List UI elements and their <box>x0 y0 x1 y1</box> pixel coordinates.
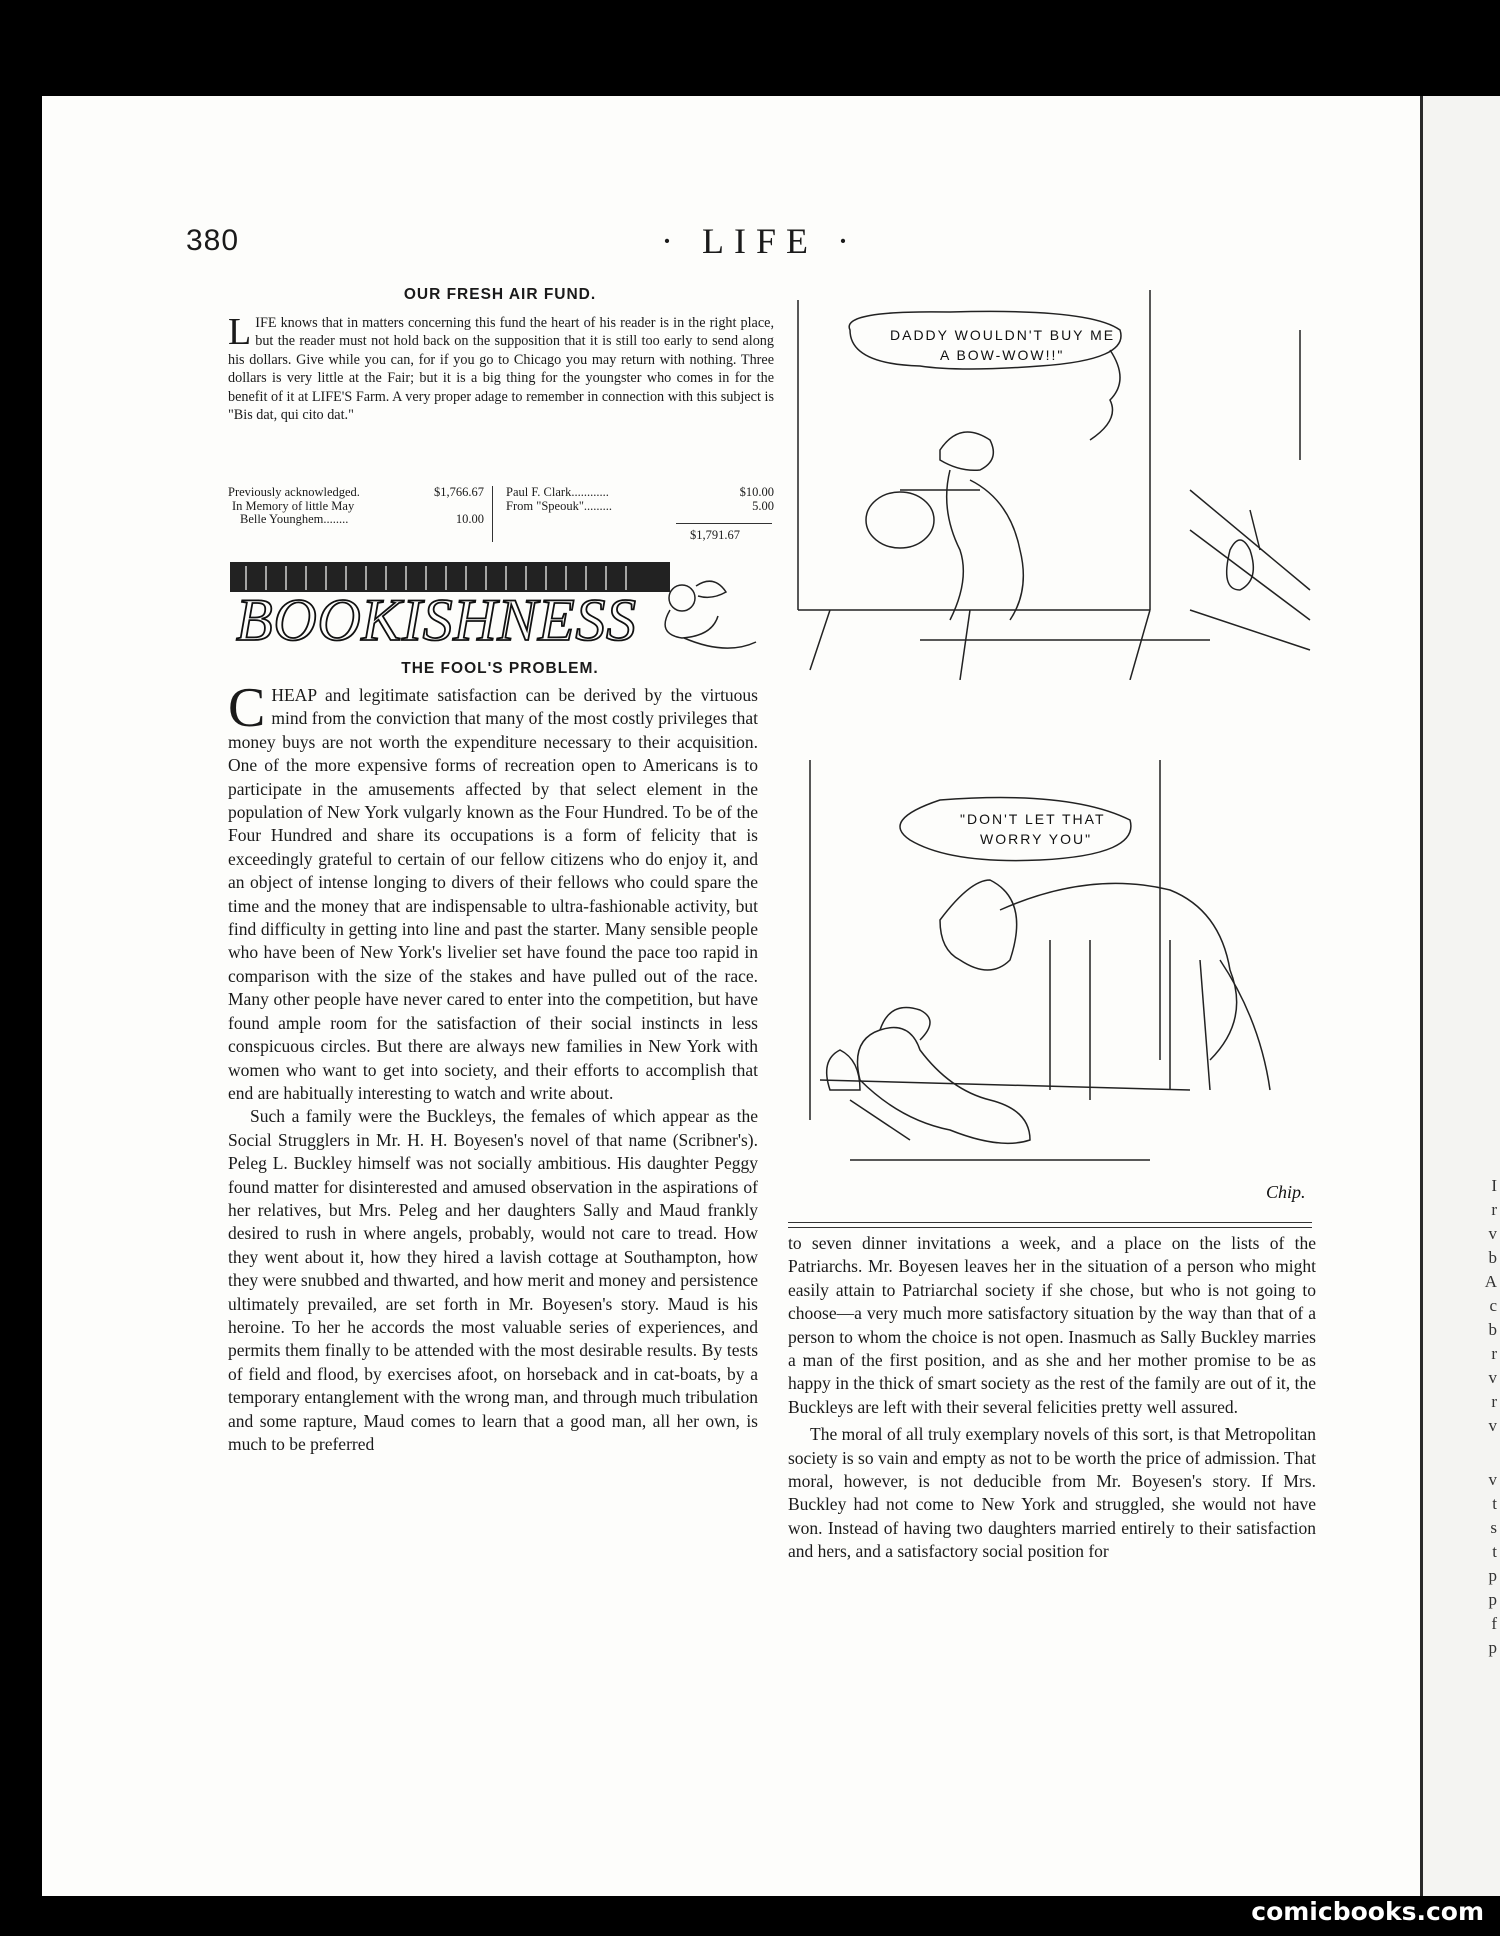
edge-letter: t <box>1492 1542 1497 1561</box>
dropcap: L <box>228 311 252 353</box>
balloon2-line2: WORRY YOU" <box>980 831 1093 847</box>
ack-label: Paul F. Clark............ <box>506 485 609 499</box>
ack-label: In Memory of little May <box>232 498 355 513</box>
ack-label: From "Speouk"......... <box>506 498 613 513</box>
edge-letter: t <box>1492 1494 1497 1513</box>
ack-total: $1,791.67 <box>690 528 740 542</box>
artist-signature: Chip. <box>1266 1182 1306 1202</box>
total-rule <box>676 523 772 524</box>
bookishness-banner <box>226 556 766 664</box>
edge-letter: p <box>1488 1638 1497 1657</box>
fresh-air-fund-text: IFE knows that in matters concerning this fund the heart of his reader is in the right place, but the reader must not hold back on the supposition that it is still too early to send along his dollars. Give while you can, for if you go to Chicago you may return with nothing. Three dollars is very little at the Fair; but it is a big thing for the youngster who comes in for the benefit of it at LIFE'S Farm. A very proper adage to remember in connection with this subject is "Bis dat, qui cito dat." <box>228 315 774 424</box>
edge-letter: p <box>1488 1566 1497 1585</box>
watermark: comicbooks.com <box>1251 1897 1484 1926</box>
edge-letter: I <box>1491 1176 1497 1195</box>
review-column-right <box>788 1232 1316 1564</box>
edge-letter: b <box>1488 1248 1497 1267</box>
column-rule <box>788 1222 1312 1223</box>
masthead-title: · LIFE · <box>661 221 859 261</box>
edge-letter: s <box>1490 1518 1497 1537</box>
banner-title: BOOKISHNESS <box>236 587 636 653</box>
edge-letter: f <box>1491 1614 1497 1633</box>
ack-row <box>506 500 774 514</box>
edge-letter: v <box>1488 1368 1497 1387</box>
edge-letter: v <box>1488 1470 1497 1489</box>
paragraph-text: HEAP and legitimate satisfaction can be derived by the virtuous mind from the conviction that many of the most costly privileges that money buys are not worth the expenditure necessary to their acquisition. One of the more expensive forms of recreation open to Americans is to participate in the amusements affected by that select element in the population of New York vulgarly known as the Four Hundred. To be of the Four Hundred and share its occupations is a form of felicity that is exceedingly grateful to certain of our fellow citizens who do enjoy it, and an object of intense longing to divers of their fellows who could spare the time and the money that are indispensable to ultra-fashionable activity, but find difficulty in getting into line and past the starter. Many sensible people who have been of New York's livelier set have found the pace too rapid in comparison with the size of the stakes and have pulled out of the race. Many other people have never cared to enter into the competition, but have found ample room for the satisfaction of their social instincts in less conspicuous circles. But there are always new families in New York with women who want to get into society, and their efforts to accomplish that end are habitually interesting to watch and write about. <box>228 685 758 1103</box>
edge-letter: c <box>1489 1296 1497 1315</box>
ack-row <box>506 486 774 500</box>
ack-label: Previously acknowledged. <box>228 485 360 499</box>
edge-letter: r <box>1491 1200 1497 1219</box>
review-paragraph: The moral of all truly exemplary novels of this sort, is that Metropolitan society is so vain and empty as not to be worth the price of admission. That moral, however, is not deducible from Mr. Boyesen's story. If Mrs. Buckley had not come to New York and struggled, she would not have won. Instead of having two daughters married entirely to their satisfaction and hers, and a satisfactory social position for <box>788 1424 1316 1562</box>
edge-letter: r <box>1491 1392 1497 1411</box>
ack-row <box>228 513 484 527</box>
balloon1-line2: A BOW-WOW!!" <box>940 347 1065 363</box>
ack-amount: 5.00 <box>752 498 774 513</box>
balloon2-line1: "DON'T LET THAT <box>960 811 1106 827</box>
column-rule <box>788 1227 1312 1228</box>
ack-amount: $1,766.67 <box>434 485 484 499</box>
cartoon-panel-bottom <box>790 760 1330 1210</box>
ack-divider <box>492 486 493 542</box>
edge-letter: v <box>1488 1416 1497 1435</box>
edge-letter: p <box>1488 1590 1497 1609</box>
dropcap: C <box>228 677 266 739</box>
page-number: 380 <box>186 224 240 257</box>
review-paragraph <box>228 677 758 1105</box>
cartoon-panel-top <box>790 290 1330 680</box>
ack-row <box>228 500 484 514</box>
review-paragraph: to seven dinner invitations a week, and a place on the lists of the Patriarchs. Mr. Boyesen leaves her in the situation of a person who might easily attain to Patriarchal society if she chose, but who is not going to choose—a very much more satisfactory situation by the way than that of a person to whom the choice is not open. Inasmuch as Sally Buckley marries a man of the first position, and as she and her mother promise to be as happy in the thick of smart society as the rest of the family are out of it, the Buckleys are left with their several felicities pretty well assured. <box>788 1233 1316 1417</box>
review-paragraph: Such a family were the Buckleys, the females of which appear as the Social Strugglers in Mr. H. H. Boyesen's novel of that name (Scribner's). Peleg L. Buckley himself was not socially ambitious. His daughter Peggy found matter for disinterested and amused observation in the aspirations of her relatives, but Mrs. Peleg and her daughters Sally and Maud frankly desired to rush in where angels, probably, would not care to tread. How they went about it, how they hired a lavish cottage at Southampton, how they were snubbed and thwarted, and how merit and money and persistence ultimately prevailed, are set forth in Mr. Boyesen's story. Maud is his heroine. To her he accords the most valuable series of experiences, and permits them finally to be attended with the most desirable results. By tests of field and flood, by exercises afoot, on horseback and in cat-boats, by a temporary entanglement with the wrong man, and through much tribulation and some rapture, Maud comes to learn that a good man, all her own, is much to be preferred <box>228 1106 758 1454</box>
review-heading: THE FOOL'S PROBLEM. <box>401 660 599 677</box>
fresh-air-fund-heading: OUR FRESH AIR FUND. <box>403 286 597 303</box>
edge-letter: b <box>1488 1320 1497 1339</box>
edge-letter: A <box>1484 1272 1497 1291</box>
acknowledgments-left <box>228 486 484 527</box>
ack-label: Belle Younghem........ <box>240 512 349 526</box>
edge-letter: r <box>1491 1344 1497 1363</box>
fresh-air-fund-body <box>228 311 774 424</box>
balloon1-line1: DADDY WOULDN'T BUY ME <box>890 327 1116 343</box>
review-column-left <box>228 677 758 1456</box>
ack-row <box>228 486 484 500</box>
ack-amount: $10.00 <box>739 485 774 499</box>
acknowledgments-right <box>506 486 774 513</box>
ack-amount: 10.00 <box>455 512 484 526</box>
edge-letter: v <box>1488 1224 1497 1243</box>
adjacent-page-edge <box>1420 96 1500 1896</box>
